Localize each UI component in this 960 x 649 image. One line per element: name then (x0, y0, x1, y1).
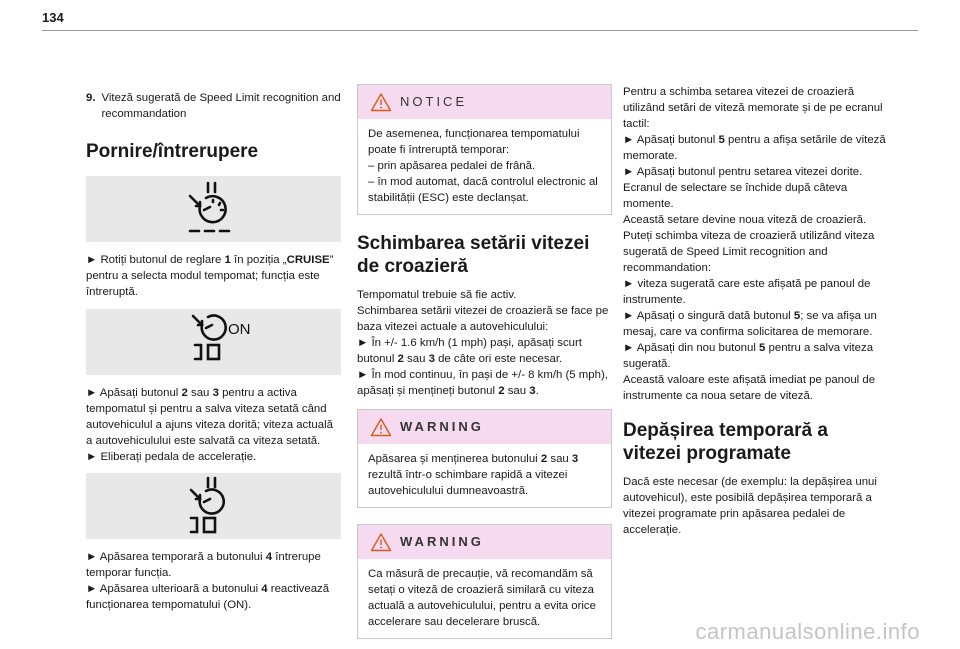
warning-header (358, 410, 611, 444)
instruction-suggested-speed: ► viteza sugerată care este afișată pe panoul de instrumente. (623, 278, 871, 306)
section-heading-change-speed: Schimbarea setării vitezei de croazieră (357, 233, 590, 277)
instruction-activate: ► Apăsați butonul 2 sau 3 pentru a activa tempomatul și pentru a salva viteza setată când autovehiculul a ajuns viteza dorită; viteza actuală a autovehiculului este salvată ca viteza setată. (86, 387, 333, 447)
speedometer-pause-resume-icon (86, 473, 341, 539)
warning-body (358, 559, 611, 638)
instruction-press-once: ► Apăsați o singură dată butonul 5; se va afișa un mesaj, care va confirma solicitarea de memorare. (623, 310, 877, 338)
notice-text: – prin apăsarea pedalei de frână. (368, 160, 536, 172)
notice-header (358, 85, 611, 119)
notice-body (358, 119, 611, 214)
paragraph: Pentru a schimba setarea vitezei de croazieră utilizând setări de viteză memorate și de pe ecranul tactil: (623, 86, 883, 130)
paragraph: Ecranul de selectare se închide după câteva momente. (623, 182, 848, 210)
illustration-cruise-paused (86, 176, 341, 242)
speedometer-pause-icon (86, 176, 341, 242)
watermark: carmanualsonline.info (695, 619, 920, 644)
column-3 (623, 84, 888, 538)
instruction-release-pedal: ► Eliberați pedala de accelerație. (86, 451, 257, 463)
instruction-show-memorized: ► Apăsați butonul 5 pentru a afișa setările de viteză memorate. (623, 134, 886, 162)
warning-box-2 (357, 524, 612, 639)
paragraph: Dacă este necesar (de exemplu: la depășirea unui autovehicul), este posibilă depășirea temporară a vitezei programate prin apăsarea pedalei de accelerație. (623, 476, 877, 536)
warning-body (358, 444, 611, 507)
warning-triangle-icon (370, 417, 392, 437)
paragraph: Tempomatul trebuie să fie activ. (357, 289, 517, 301)
legend-item-9 (86, 90, 341, 122)
on-label: ON (228, 321, 251, 338)
instruction-long-press: ► În mod continuu, în pași de +/- 8 km/h (5 mph), apăsați și mențineți butonul 2 sau 3. (357, 369, 608, 397)
page-number: 134 (42, 10, 64, 25)
notice-text: De asemenea, funcționarea tempomatului poate fi întreruptă temporar: (368, 128, 580, 156)
item-text: Viteză sugerată de Speed Limit recognition and recommandation (101, 92, 341, 120)
warning-header (358, 525, 611, 559)
warning-box-1 (357, 409, 612, 508)
notice-text: – în mod automat, dacă controlul electronic al stabilității (ESC) este declanșat. (368, 176, 598, 204)
warning-text: Apăsarea și menținerea butonului 2 sau 3 rezultă într-o schimbare rapidă a vitezei autovehiculului dumneavoastră. (368, 453, 579, 497)
illustration-cruise-pause-resume (86, 473, 341, 539)
instruction-press-again: ► Apăsați din nou butonul 5 pentru a salva viteza sugerată. (623, 342, 874, 370)
warning-title: WARNING (400, 534, 484, 549)
column-2 (357, 84, 612, 639)
speedometer-on-icon (86, 309, 341, 375)
instruction-reactivate: ► Apăsarea ulterioară a butonului 4 reactivează funcționarea tempomatului (ON). (86, 583, 330, 611)
section-heading-temporary-exceed: Depășirea temporară a vitezei programate (623, 420, 828, 464)
instruction-rotate-knob: ► Rotiți butonul de reglare 1 în poziția „CRUISE” pentru a selecta modul tempomat; funcția este întreruptă. (86, 254, 334, 298)
section-heading-start-stop: Pornire/întrerupere (86, 141, 259, 162)
paragraph: Această setare devine noua viteză de croazieră. (623, 214, 867, 226)
warning-triangle-icon (370, 92, 392, 112)
illustration-cruise-on (86, 309, 341, 375)
header-divider (42, 30, 918, 31)
notice-title: NOTICE (400, 94, 468, 109)
warning-text: Ca măsură de precauție, vă recomandăm să setați o viteză de croazieră similară cu viteza actuală a autovehiculului, pentru a evita orice accelerare sau decelerare bruscă. (368, 568, 596, 628)
instruction-temporary-press: ► Apăsarea temporară a butonului 4 întrerupe temporar funcția. (86, 551, 321, 579)
instruction-short-press: ► În +/- 1.6 km/h (1 mph) pași, apăsați scurt butonul 2 sau 3 de câte ori este necesar. (357, 337, 582, 365)
warning-title: WARNING (400, 419, 484, 434)
item-number: 9. (86, 92, 96, 104)
instruction-select-speed: ► Apăsați butonul pentru setarea vitezei dorite. (623, 166, 863, 178)
column-1 (86, 84, 341, 613)
warning-triangle-icon (370, 532, 392, 552)
paragraph: Puteți schimba viteza de croazieră utilizând viteza sugerată de Speed Limit recognition and recommandation: (623, 230, 875, 274)
notice-box (357, 84, 612, 215)
paragraph: Această valoare este afișată imediat pe panoul de instrumente ca noua setare de viteză. (623, 374, 876, 402)
paragraph: Schimbarea setării vitezei de croazieră se face pe baza vitezei actuale a autovehiculului: (357, 305, 609, 333)
